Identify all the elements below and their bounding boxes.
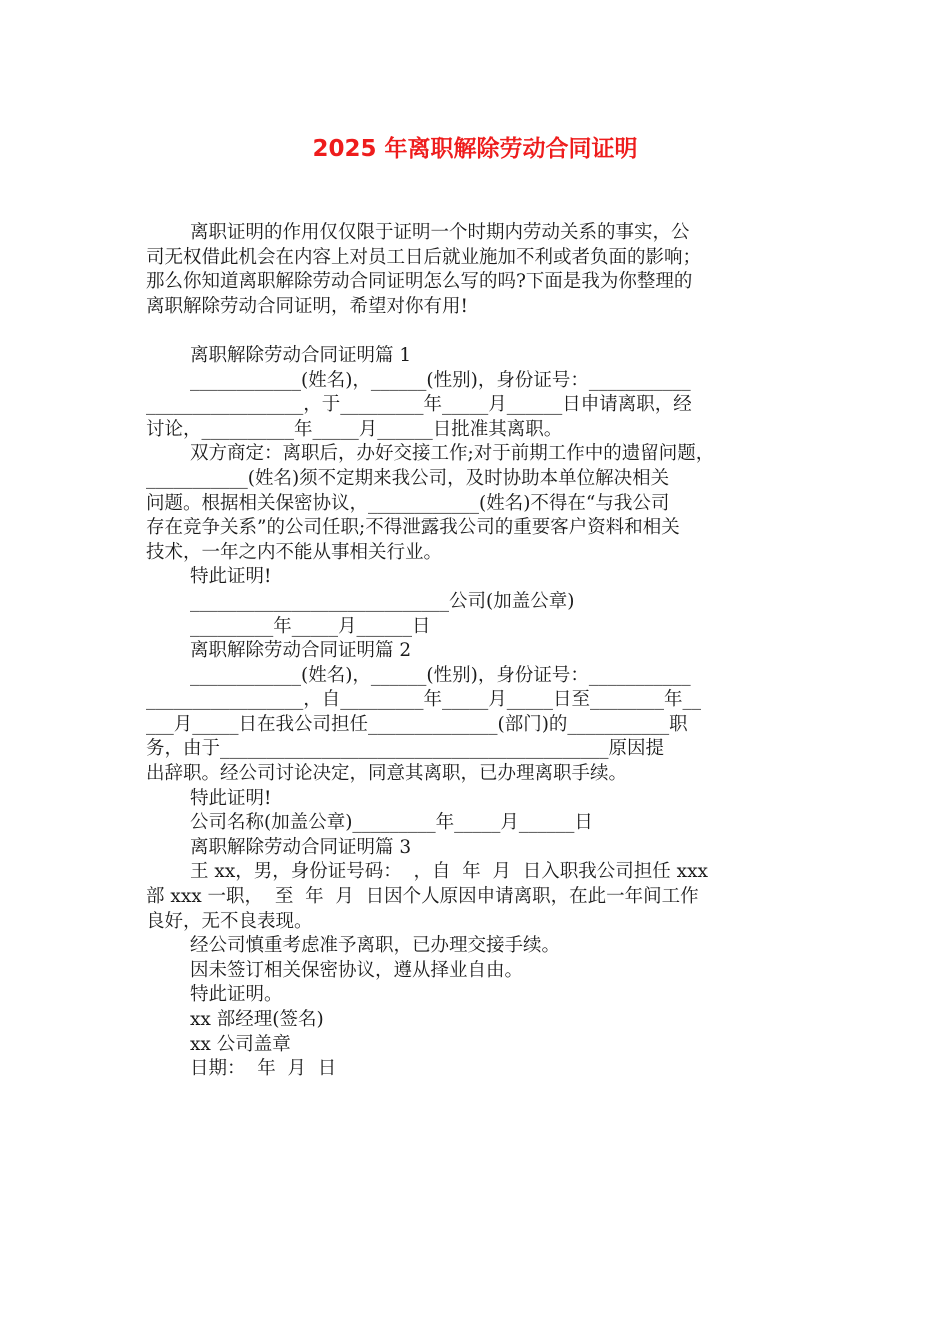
- manager-signature: xx 部经理(签名): [190, 1009, 324, 1030]
- intro-line: 那么你知道离职解除劳动合同证明怎么写的吗?下面是我为你整理的: [146, 271, 693, 293]
- intro-line: 离职解除劳动合同证明，希望对你有用!: [146, 295, 468, 317]
- company-date-line: 公司名称(加盖公章)_________年_____月______日: [190, 812, 593, 834]
- form-line: ____________(姓名)，______(性别)，身份证号：___________: [190, 664, 691, 686]
- document-body: [146, 221, 806, 1082]
- statement-line: 部 xxx 一职， 至 年 月 日因个人原因申请离职，在此一年间工作: [146, 886, 699, 908]
- agreement-line: 存在竞争关系”的公司任职;不得泄露我公司的重要客户资料和相关: [146, 517, 680, 539]
- agreement-line: 问题。根据相关保密协议，____________(姓名)不得在“与我公司: [146, 492, 670, 514]
- form-line: ___月_____日在我公司担任______________(部门)的___________职: [146, 713, 688, 735]
- certify-text: 特此证明!: [190, 566, 272, 588]
- agreement-line: 双方商定：离职后，办好交接工作;对于前期工作中的遗留问题，: [190, 443, 715, 465]
- statement-line: 王 xx，男，身份证号码： ，自 年 月 日入职我公司担任 xxx: [190, 861, 708, 883]
- statement-line: 良好，无不良表现。: [146, 910, 313, 932]
- paragraph-gap: [146, 319, 806, 344]
- form-line: 讨论，__________年_____月______日批准其离职。: [146, 418, 563, 440]
- section-heading: 离职解除劳动合同证明篇 2: [190, 640, 412, 662]
- form-line: 出辞职。经公司讨论决定，同意其离职，已办理离职手续。: [146, 763, 628, 785]
- nda-text: 因未签订相关保密协议，遵从择业自由。: [190, 959, 524, 981]
- form-line: 务，由于__________________________________________原因提: [146, 738, 665, 760]
- company-seal-line: ____________________________公司(加盖公章): [190, 590, 575, 612]
- form-line: ____________(姓名)，______(性别)，身份证号：___________: [190, 369, 691, 391]
- intro-line: 司无权借此机会在内容上对员工日后就业施加不利或者负面的影响；: [146, 246, 702, 268]
- company-seal: xx 公司盖章: [190, 1033, 291, 1055]
- agreement-line: ___________(姓名)须不定期来我公司，及时协助本单位解决相关: [146, 467, 670, 489]
- form-line: _________________，自_________年_____月_____日至________年__: [146, 689, 702, 711]
- date-line: _________年_____月______日: [190, 615, 431, 637]
- intro-line: 离职证明的作用仅仅限于证明一个时期内劳动关系的事实，公: [190, 222, 690, 243]
- section-heading: 离职解除劳动合同证明篇 1: [190, 344, 412, 366]
- form-line: _________________，于_________年_____月______日申请离职，经: [146, 394, 692, 416]
- certify-text: 特此证明。: [190, 984, 283, 1006]
- date-line: 日期： 年 月 日: [190, 1058, 337, 1080]
- document-title: 2025 年离职解除劳动合同证明: [312, 136, 638, 162]
- approve-text: 经公司慎重考虑准予离职，已办理交接手续。: [190, 935, 561, 957]
- section-heading: 离职解除劳动合同证明篇 3: [190, 836, 412, 858]
- certify-text: 特此证明!: [190, 787, 272, 809]
- agreement-line: 技术，一年之内不能从事相关行业。: [146, 541, 443, 563]
